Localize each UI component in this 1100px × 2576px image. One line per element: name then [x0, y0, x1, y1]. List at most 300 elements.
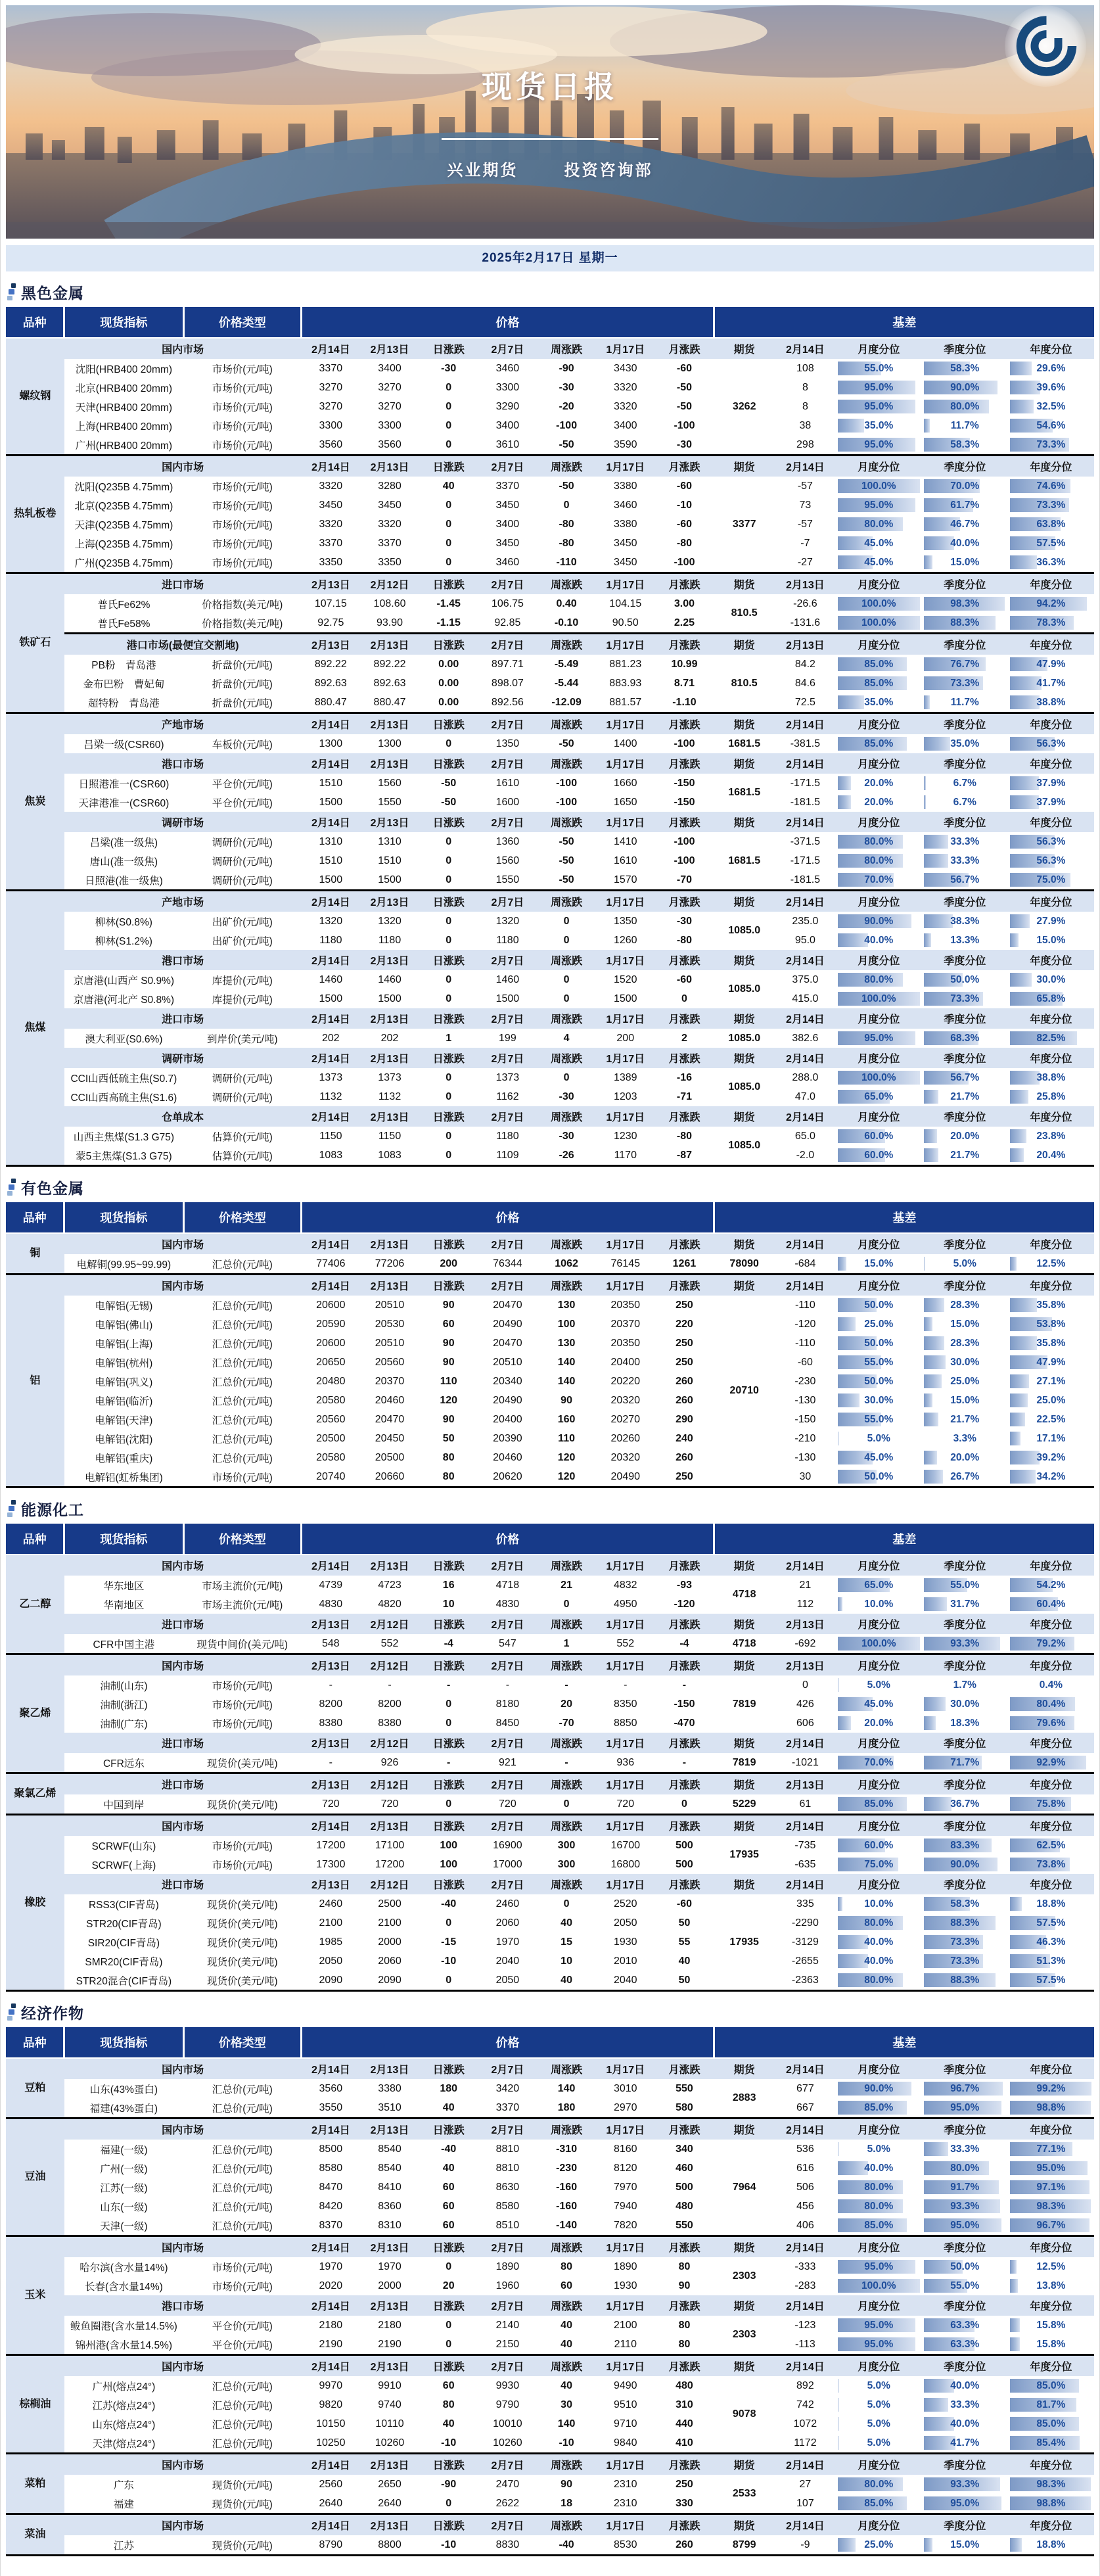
basis-cell: 65.0: [775, 1127, 836, 1146]
price-cell: 20600: [301, 1334, 360, 1353]
futures-header: 期货: [714, 1555, 775, 1576]
price-cell: 8530: [596, 2535, 655, 2556]
market-subheader-row: [6, 1733, 1094, 1753]
futures-header: 期货: [714, 2454, 775, 2475]
percentile-cell: [922, 1410, 1008, 1429]
price-cell: 1389: [596, 1068, 655, 1087]
date-header: 2月7日: [478, 812, 538, 832]
percentile-value: 38.8%: [1036, 1071, 1066, 1083]
percentile-value: 15.0%: [950, 2539, 980, 2550]
percentile-cell: [1008, 496, 1094, 515]
percentile-value: 60.0%: [864, 1149, 894, 1161]
percentile-value: 41.7%: [950, 2437, 980, 2448]
price-cell: 7970: [596, 2178, 655, 2197]
change-cell: 0.00: [419, 674, 478, 693]
percentile-value: 21.7%: [950, 1149, 980, 1161]
futures-cell: 1681.5: [714, 832, 775, 891]
date-header: 2月7日: [478, 2355, 538, 2377]
date-header: 月涨跌: [655, 1275, 714, 1296]
percentile-value: 100.0%: [861, 597, 896, 609]
price-cell: 1550: [478, 870, 538, 891]
date-header: 月涨跌: [655, 950, 714, 970]
percentile-cell: [1008, 1146, 1094, 1166]
change-cell: 60: [419, 2197, 478, 2216]
market-subheader-row: [6, 2355, 1094, 2377]
percentile-cell: [1008, 435, 1094, 456]
date-header: 2月7日: [478, 456, 538, 477]
percentile-cell: [836, 693, 922, 713]
percentile-value: 28.3%: [950, 1337, 980, 1349]
date-header: 日涨跌: [419, 2454, 478, 2475]
percentile-bar: [924, 1355, 946, 1369]
change-cell: 0: [537, 989, 596, 1008]
price-cell: 20560: [360, 1353, 419, 1372]
percentile-cell: [836, 1932, 922, 1952]
basis-date-header: 2月14日: [775, 713, 836, 735]
percentile-value: 73.3%: [1036, 438, 1066, 450]
percentile-header: 季度分位: [922, 713, 1008, 735]
percentile-cell: [922, 1595, 1008, 1614]
table-row: [6, 359, 1094, 378]
price-cell: 1890: [478, 2257, 538, 2276]
percentile-value: 54.6%: [1036, 419, 1066, 431]
date-header: 2月13日: [360, 2454, 419, 2475]
table-row: [6, 2276, 1094, 2295]
percentile-cell: [1008, 693, 1094, 713]
percentile-value: 61.7%: [950, 499, 980, 511]
percentile-value: 40.0%: [950, 2418, 980, 2429]
basis-date-header: 2月13日: [775, 573, 836, 595]
date-header: 1月17日: [596, 1773, 655, 1795]
price-cell: 1500: [596, 989, 655, 1008]
price-type-cell: 市场价(元/吨): [183, 1675, 301, 1695]
change-cell: -50: [419, 774, 478, 793]
change-cell: 0: [419, 1127, 478, 1146]
price-cell: 202: [360, 1029, 419, 1048]
change-cell: 260: [655, 1448, 714, 1467]
indicator-cell: 山西主焦煤(S1.3 G75): [64, 1127, 183, 1146]
change-cell: -10: [419, 1952, 478, 1971]
section-header: [7, 2002, 1094, 2022]
date-header: 2月13日: [360, 1008, 419, 1029]
price-type-cell: 市场价(元/吨): [183, 515, 301, 534]
variety-label: 铝: [6, 1275, 64, 1487]
price-cell: 720: [478, 1794, 538, 1815]
change-cell: -1.45: [419, 594, 478, 613]
change-cell: -120: [655, 1595, 714, 1614]
basis-cell: -60: [775, 1353, 836, 1372]
date-header: 2月13日: [360, 2058, 419, 2079]
date-header: 2月14日: [301, 2058, 360, 2079]
change-cell: 40: [419, 2159, 478, 2178]
price-type-cell: 市场价(元/吨): [183, 1695, 301, 1714]
price-cell: 8540: [360, 2140, 419, 2159]
percentile-cell: [836, 435, 922, 456]
percentile-bar: [838, 1317, 856, 1331]
change-cell: -50: [655, 397, 714, 416]
date-header: 2月7日: [478, 950, 538, 970]
percentile-header: 年度分位: [1008, 1733, 1094, 1753]
change-cell: 290: [655, 1410, 714, 1429]
percentile-header: 季度分位: [922, 1654, 1008, 1676]
price-cell: 1560: [478, 851, 538, 870]
change-cell: -50: [537, 832, 596, 851]
price-type-cell: 现货价(元/吨): [183, 2535, 301, 2556]
price-cell: 106.75: [478, 594, 538, 613]
price-cell: 10150: [301, 2414, 360, 2433]
percentile-value: 39.6%: [1036, 381, 1066, 393]
percentile-cell: [1008, 359, 1094, 378]
price-type-cell: 平仓价(元/吨): [183, 2335, 301, 2355]
percentile-value: 35.8%: [1036, 1299, 1066, 1311]
change-cell: 0: [537, 1894, 596, 1913]
market-name: 国内市场: [64, 338, 302, 359]
price-cell: 3420: [478, 2079, 538, 2098]
date-header: 2月14日: [301, 1048, 360, 1068]
date-header: 2月14日: [301, 1555, 360, 1576]
percentile-bar: [838, 1393, 859, 1407]
futures-cell: 7964: [714, 2140, 775, 2236]
price-cell: 107.15: [301, 594, 360, 613]
report-page: [1, 0, 1099, 2576]
percentile-header: 年度分位: [1008, 634, 1094, 655]
date-header: 日涨跌: [419, 2355, 478, 2377]
indicator-cell: 山东(一级): [64, 2197, 183, 2216]
percentile-value: 30.0%: [950, 1698, 980, 1710]
price-type-cell: 调研价(元/吨): [183, 832, 301, 851]
basis-date-header: 2月14日: [775, 2119, 836, 2140]
percentile-cell: [1008, 2276, 1094, 2295]
percentile-cell: [922, 1913, 1008, 1932]
futures-cell: 9078: [714, 2376, 775, 2454]
change-cell: 40: [537, 1971, 596, 1991]
percentile-value: 12.5%: [1036, 2260, 1066, 2272]
percentile-bar: [924, 1413, 938, 1426]
indicator-cell: 京唐港(山西产 S0.9%): [64, 970, 183, 989]
price-cell: 16800: [596, 1855, 655, 1874]
price-cell: 76145: [596, 1254, 655, 1275]
basis-cell: 21: [775, 1576, 836, 1595]
percentile-value: 20.0%: [864, 796, 894, 808]
price-cell: 20650: [301, 1353, 360, 1372]
price-cell: 3560: [301, 435, 360, 456]
percentile-header: 月度分位: [836, 950, 922, 970]
percentile-cell: [922, 774, 1008, 793]
date-header: 周涨跌: [537, 891, 596, 912]
price-cell: 2560: [301, 2475, 360, 2494]
change-cell: 100: [537, 1315, 596, 1334]
price-type-cell: 现货价(元/吨): [183, 2475, 301, 2494]
futures-cell: 2303: [714, 2257, 775, 2295]
percentile-cell: [1008, 1675, 1094, 1695]
percentile-value: 80.0%: [950, 400, 980, 412]
price-cell: 20370: [596, 1315, 655, 1334]
percentile-header: 月度分位: [836, 634, 922, 655]
percentile-cell: [836, 1952, 922, 1971]
basis-date-header: 2月14日: [775, 2355, 836, 2377]
futures-header: 期货: [714, 1773, 775, 1795]
percentile-cell: [1008, 1634, 1094, 1654]
change-cell: -90: [419, 2475, 478, 2494]
change-cell: -100: [537, 416, 596, 435]
percentile-cell: [1008, 1029, 1094, 1048]
percentile-cell: [836, 515, 922, 534]
price-cell: 548: [301, 1634, 360, 1654]
market-name: 国内市场: [64, 1654, 302, 1676]
percentile-cell: [1008, 1576, 1094, 1595]
percentile-value: 5.0%: [867, 2143, 890, 2155]
price-cell: 1150: [301, 1127, 360, 1146]
date-header: 2月13日: [360, 634, 419, 655]
price-cell: 1650: [596, 793, 655, 812]
price-cell: 9510: [596, 2395, 655, 2414]
change-cell: 16: [419, 1576, 478, 1595]
percentile-cell: [1008, 1087, 1094, 1106]
percentile-value: 95.0%: [864, 400, 894, 412]
percentile-cell: [1008, 1296, 1094, 1315]
date-header: 2月13日: [360, 2514, 419, 2536]
percentile-cell: [922, 1971, 1008, 1991]
price-type-cell: 库提价(元/吨): [183, 989, 301, 1008]
table-row: [6, 553, 1094, 573]
percentile-header: 月度分位: [836, 2355, 922, 2377]
percentile-bar: [924, 2142, 949, 2156]
table-row: [6, 851, 1094, 870]
price-cell: 3270: [301, 378, 360, 397]
indicator-cell: 广州(HRB400 20mm): [64, 435, 183, 456]
percentile-value: 98.8%: [1036, 2101, 1066, 2113]
date-header: 2月14日: [301, 1106, 360, 1127]
percentile-value: 57.5%: [1036, 1917, 1066, 1929]
price-cell: 20470: [360, 1410, 419, 1429]
percentile-cell: [836, 1146, 922, 1166]
date-header: 2月7日: [478, 753, 538, 774]
price-cell: -: [360, 1675, 419, 1695]
date-header: 日涨跌: [419, 634, 478, 655]
date-header: 1月17日: [596, 1614, 655, 1634]
futures-cell: 17935: [714, 1894, 775, 1991]
change-cell: 0: [419, 931, 478, 950]
column-group-header: 价格: [301, 307, 714, 338]
futures-header: 期货: [714, 2355, 775, 2377]
percentile-header: 年度分位: [1008, 2119, 1094, 2140]
date-header: 1月17日: [596, 573, 655, 595]
percentile-cell: [922, 851, 1008, 870]
basis-cell: -635: [775, 1855, 836, 1874]
date-header: 1月17日: [596, 2454, 655, 2475]
percentile-bar: [1010, 1298, 1037, 1312]
change-cell: -30: [655, 435, 714, 456]
percentile-bar: [1010, 914, 1030, 928]
date-header: 月涨跌: [655, 1733, 714, 1753]
percentile-value: 15.8%: [1036, 2319, 1066, 2331]
percentile-value: 88.3%: [950, 1917, 980, 1929]
percentile-header: 季度分位: [922, 456, 1008, 477]
date-header: 周涨跌: [537, 713, 596, 735]
price-cell: 3320: [596, 397, 655, 416]
percentile-header: 月度分位: [836, 1874, 922, 1894]
percentile-value: 95.0%: [1036, 2162, 1066, 2174]
percentile-value: 28.3%: [950, 1299, 980, 1311]
market-name: 调研市场: [64, 812, 302, 832]
percentile-cell: [1008, 2376, 1094, 2395]
change-cell: -100: [537, 793, 596, 812]
indicator-cell: 鲅鱼圈港(含水量14.5%): [64, 2316, 183, 2335]
change-cell: -100: [537, 774, 596, 793]
date-header: 2月7日: [478, 634, 538, 655]
change-cell: 0.00: [419, 655, 478, 674]
price-cell: 3450: [360, 496, 419, 515]
percentile-bar: [838, 1597, 842, 1611]
date-header: 1月17日: [596, 1048, 655, 1068]
percentile-cell: [922, 1952, 1008, 1971]
percentile-cell: [836, 594, 922, 613]
change-cell: 90: [537, 2475, 596, 2494]
price-type-cell: 市场价(元/吨): [183, 1836, 301, 1855]
date-header: 1月17日: [596, 634, 655, 655]
percentile-cell: [922, 1127, 1008, 1146]
percentile-header: 年度分位: [1008, 2355, 1094, 2377]
percentile-bar: [924, 776, 926, 790]
price-cell: 10010: [478, 2414, 538, 2433]
date-header: 日涨跌: [419, 1773, 478, 1795]
change-cell: -: [655, 1753, 714, 1773]
percentile-bar: [924, 854, 949, 868]
indicator-cell: 吕梁(准一级焦): [64, 832, 183, 851]
percentile-cell: [836, 1753, 922, 1773]
price-cell: 2500: [360, 1894, 419, 1913]
indicator-cell: 广州(Q235B 4.75mm): [64, 553, 183, 573]
percentile-value: 65.0%: [864, 1579, 894, 1591]
variety-label: 乙二醇: [6, 1555, 64, 1654]
percentile-value: 46.3%: [1036, 1936, 1066, 1948]
percentile-bar: [1010, 1336, 1037, 1350]
column-group-header: 价格类型: [183, 307, 301, 338]
indicator-cell: 油制(广东): [64, 1714, 183, 1733]
change-cell: -10: [419, 2535, 478, 2556]
price-cell: 1460: [360, 970, 419, 989]
percentile-bar: [924, 835, 949, 849]
basis-cell: -333: [775, 2257, 836, 2276]
table-row: [6, 1146, 1094, 1166]
table-row: [6, 912, 1094, 931]
market-subheader-row: [6, 1555, 1094, 1576]
price-cell: -: [301, 1675, 360, 1695]
table-row: [6, 989, 1094, 1008]
title-divider: [442, 138, 658, 140]
percentile-cell: [922, 870, 1008, 891]
percentile-value: 5.0%: [867, 1432, 890, 1444]
percentile-value: 80.0%: [950, 2162, 980, 2174]
table-row: [6, 774, 1094, 793]
change-cell: -60: [655, 970, 714, 989]
price-cell: 2640: [301, 2494, 360, 2514]
table-row: [6, 1448, 1094, 1467]
price-type-cell: 汇总价(元/吨): [183, 2159, 301, 2178]
date-header: 1月17日: [596, 338, 655, 359]
date-header: 2月14日: [301, 1233, 360, 1254]
futures-cell: 7819: [714, 1753, 775, 1773]
table-row: [6, 2197, 1094, 2216]
page-title: 现货日报: [482, 70, 618, 104]
percentile-bar: [1010, 795, 1039, 809]
date-header: 周涨跌: [537, 1815, 596, 1837]
change-cell: -60: [655, 359, 714, 378]
change-cell: 21: [537, 1576, 596, 1595]
percentile-cell: [922, 2197, 1008, 2216]
percentile-header: 季度分位: [922, 1874, 1008, 1894]
change-cell: 0: [419, 2316, 478, 2335]
percentile-cell: [1008, 2197, 1094, 2216]
indicator-cell: 吕梁一级(CSR60): [64, 734, 183, 753]
percentile-value: 35.8%: [1036, 1337, 1066, 1349]
indicator-cell: 电解铝(上海): [64, 1334, 183, 1353]
percentile-cell: [922, 2535, 1008, 2556]
price-cell: 3460: [596, 496, 655, 515]
price-cell: 3370: [360, 534, 419, 553]
basis-cell: 84.2: [775, 655, 836, 674]
percentile-value: 73.3%: [950, 677, 980, 689]
date-header: 1月17日: [596, 2119, 655, 2140]
price-cell: 2190: [360, 2335, 419, 2355]
column-group-header: 价格类型: [183, 1524, 301, 1555]
date-header: 日涨跌: [419, 2119, 478, 2140]
change-cell: 0: [419, 378, 478, 397]
price-cell: 2100: [596, 2316, 655, 2335]
change-cell: 4: [537, 1029, 596, 1048]
market-name: 产地市场: [64, 891, 302, 912]
date-header: 2月13日: [360, 1815, 419, 1837]
price-cell: 3460: [478, 553, 538, 573]
percentile-cell: [836, 1695, 922, 1714]
percentile-value: 45.0%: [864, 556, 894, 568]
percentile-cell: [836, 2316, 922, 2335]
change-cell: -150: [655, 774, 714, 793]
change-cell: 330: [655, 2494, 714, 2514]
indicator-cell: 唐山(准一级焦): [64, 851, 183, 870]
futures-header: 期货: [714, 2514, 775, 2536]
change-cell: -50: [537, 477, 596, 496]
indicator-cell: 电解铝(虹桥集团): [64, 1467, 183, 1487]
percentile-cell: [1008, 1391, 1094, 1410]
market-name: 进口市场: [64, 1008, 302, 1029]
percentile-value: 82.5%: [1036, 1032, 1066, 1044]
indicator-cell: 中国到岸: [64, 1794, 183, 1815]
variety-label: 橡胶: [6, 1815, 64, 1991]
date-header: 2月13日: [301, 573, 360, 595]
change-cell: 60: [419, 2178, 478, 2197]
percentile-cell: [922, 2475, 1008, 2494]
date-header: 2月14日: [301, 1275, 360, 1296]
date-header: 月涨跌: [655, 1614, 714, 1634]
price-cell: 3300: [360, 416, 419, 435]
change-cell: 140: [537, 2079, 596, 2098]
price-cell: 20350: [596, 1296, 655, 1315]
date-header: 2月14日: [301, 891, 360, 912]
price-type-cell: 市场价(元/吨): [183, 1855, 301, 1874]
change-cell: -60: [655, 1894, 714, 1913]
indicator-cell: STR20混合(CIF青岛): [64, 1971, 183, 1991]
percentile-header: 年度分位: [1008, 2514, 1094, 2536]
percentile-header: 年度分位: [1008, 1275, 1094, 1296]
change-cell: -80: [655, 1127, 714, 1146]
basis-date-header: 2月14日: [775, 1008, 836, 1029]
price-cell: 2520: [596, 1894, 655, 1913]
price-type-cell: 现货价(美元/吨): [183, 1952, 301, 1971]
percentile-cell: [836, 378, 922, 397]
report-masthead: [6, 63, 1094, 180]
percentile-value: 90.0%: [864, 2082, 894, 2094]
